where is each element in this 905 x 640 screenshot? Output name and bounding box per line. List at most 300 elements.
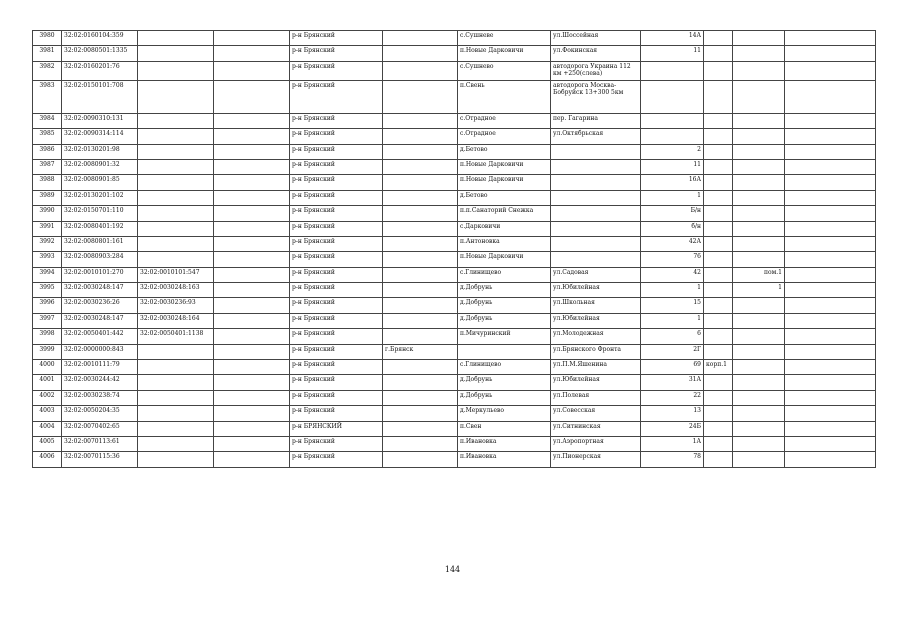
cell-empty [785, 452, 876, 467]
cell-room [733, 46, 785, 61]
cell-street: ул.Полевая [551, 390, 641, 405]
cell-city [383, 406, 458, 421]
cell-room [733, 406, 785, 421]
cell-street: ул.Брянского Фронта [551, 344, 641, 359]
cell-row-number: 3988 [33, 175, 62, 190]
cell-row-number: 3981 [33, 46, 62, 61]
cell-extra-col [214, 206, 290, 221]
cell-city [383, 421, 458, 436]
cell-street: ул.Школьная [551, 298, 641, 313]
cell-cadastral-number: 32:02:0160201:76 [62, 61, 138, 80]
cell-extra-col [214, 360, 290, 375]
table-row [33, 206, 876, 221]
cell-parent-cadastral-number [138, 61, 214, 80]
cell-room [733, 190, 785, 205]
cell-cadastral-number: 32:02:0050401:442 [62, 329, 138, 344]
table-row [33, 436, 876, 451]
cell-building [704, 80, 733, 113]
cell-district: р-н Брянский [290, 313, 383, 328]
cell-street [551, 206, 641, 221]
cell-street: пер. Гагарина [551, 113, 641, 128]
table-row [33, 252, 876, 267]
cell-house: 11 [641, 46, 704, 61]
register-table [32, 30, 876, 468]
cell-row-number: 3997 [33, 313, 62, 328]
cell-building [704, 313, 733, 328]
cell-parent-cadastral-number [138, 344, 214, 359]
table-row [33, 360, 876, 375]
cell-extra-col [214, 46, 290, 61]
cell-district: р-н Брянский [290, 267, 383, 282]
cell-street: автодорога Украина 112 км +250(слева) [551, 61, 641, 80]
cell-city [383, 61, 458, 80]
cell-house: 1 [641, 190, 704, 205]
cell-district: р-н Брянский [290, 329, 383, 344]
cell-house: 1 [641, 283, 704, 298]
cell-building [704, 329, 733, 344]
cell-building [704, 129, 733, 144]
cell-cadastral-number: 32:02:0030236:26 [62, 298, 138, 313]
cell-district: р-н Брянский [290, 190, 383, 205]
cell-row-number: 3991 [33, 221, 62, 236]
cell-street [551, 159, 641, 174]
cell-house [641, 80, 704, 113]
cell-city [383, 144, 458, 159]
cell-city [383, 175, 458, 190]
table-row [33, 406, 876, 421]
cell-room [733, 436, 785, 451]
cell-parent-cadastral-number [138, 375, 214, 390]
cell-empty [785, 421, 876, 436]
cell-empty [785, 406, 876, 421]
table-row [33, 267, 876, 282]
cell-cadastral-number: 32:02:0030248:147 [62, 283, 138, 298]
cell-parent-cadastral-number [138, 129, 214, 144]
cell-room [733, 313, 785, 328]
cell-street: автодорога Москва-Бобруйск 13+300 5км [551, 80, 641, 113]
cell-empty [785, 206, 876, 221]
cell-house: 2 [641, 144, 704, 159]
table-row [33, 61, 876, 80]
cell-cadastral-number: 32:02:0150101:708 [62, 80, 138, 113]
cell-empty [785, 436, 876, 451]
cell-city [383, 313, 458, 328]
cell-house: 13 [641, 406, 704, 421]
cell-parent-cadastral-number: 32:02:0030248:164 [138, 313, 214, 328]
cell-street: ул.Молодежная [551, 329, 641, 344]
cell-house [641, 129, 704, 144]
cell-house: 42А [641, 236, 704, 251]
cell-empty [785, 252, 876, 267]
cell-street: ул.Аэропортная [551, 436, 641, 451]
cell-extra-col [214, 80, 290, 113]
cell-cadastral-number: 32:02:0080903:284 [62, 252, 138, 267]
cell-street: ул.Садовая [551, 267, 641, 282]
cell-empty [785, 46, 876, 61]
cell-empty [785, 313, 876, 328]
cell-cadastral-number: 32:02:0030244:42 [62, 375, 138, 390]
cell-extra-col [214, 252, 290, 267]
cell-city [383, 159, 458, 174]
cell-district: р-н Брянский [290, 390, 383, 405]
cell-settlement: с.Дарковичи [458, 221, 551, 236]
cell-settlement: д.Меркульево [458, 406, 551, 421]
cell-settlement: п.Новые Дарковичи [458, 46, 551, 61]
cell-building [704, 344, 733, 359]
cell-row-number: 3980 [33, 31, 62, 46]
cell-building [704, 113, 733, 128]
cell-room [733, 421, 785, 436]
cell-empty [785, 360, 876, 375]
cell-building [704, 252, 733, 267]
cell-house: 24Б [641, 421, 704, 436]
cell-cadastral-number: 32:02:0160104:359 [62, 31, 138, 46]
cell-house: 42 [641, 267, 704, 282]
cell-settlement: с.Отрадное [458, 129, 551, 144]
cell-street [551, 190, 641, 205]
cell-empty [785, 61, 876, 80]
cell-house [641, 113, 704, 128]
cell-row-number: 4001 [33, 375, 62, 390]
cell-settlement: д.Бетово [458, 144, 551, 159]
cell-house: 69 [641, 360, 704, 375]
cell-row-number: 3983 [33, 80, 62, 113]
table-row [33, 329, 876, 344]
cell-cadastral-number: 32:02:0030248:147 [62, 313, 138, 328]
cell-row-number: 3993 [33, 252, 62, 267]
cell-empty [785, 390, 876, 405]
cell-empty [785, 221, 876, 236]
cell-city [383, 206, 458, 221]
cell-street: ул.П.М.Яшенина [551, 360, 641, 375]
cell-house: 31А [641, 375, 704, 390]
cell-empty [785, 144, 876, 159]
cell-building [704, 283, 733, 298]
cell-house: 78 [641, 452, 704, 467]
cell-parent-cadastral-number [138, 113, 214, 128]
cell-room [733, 329, 785, 344]
cell-row-number: 3986 [33, 144, 62, 159]
cell-extra-col [214, 421, 290, 436]
cell-extra-col [214, 313, 290, 328]
cell-settlement: д.Добрунь [458, 375, 551, 390]
cell-house [641, 61, 704, 80]
cell-parent-cadastral-number [138, 159, 214, 174]
cell-empty [785, 267, 876, 282]
table-row [33, 46, 876, 61]
cell-row-number: 3989 [33, 190, 62, 205]
cell-settlement: п.Ивановка [458, 436, 551, 451]
table-row [33, 390, 876, 405]
cell-district: р-н Брянский [290, 80, 383, 113]
cell-room [733, 298, 785, 313]
cell-room [733, 452, 785, 467]
cell-cadastral-number: 32:02:0150701:110 [62, 206, 138, 221]
cell-city [383, 267, 458, 282]
cell-room [733, 159, 785, 174]
cell-extra-col [214, 267, 290, 282]
table-row [33, 313, 876, 328]
cell-row-number: 3982 [33, 61, 62, 80]
cell-empty [785, 31, 876, 46]
cell-district: р-н Брянский [290, 159, 383, 174]
cell-parent-cadastral-number [138, 221, 214, 236]
cell-building [704, 375, 733, 390]
cell-city [383, 283, 458, 298]
cell-room [733, 252, 785, 267]
cell-street [551, 236, 641, 251]
cell-room [733, 80, 785, 113]
table-row [33, 144, 876, 159]
cell-cadastral-number: 32:02:0080401:192 [62, 221, 138, 236]
cell-street: ул.Юбилейная [551, 313, 641, 328]
cell-cadastral-number: 32:02:0070115:36 [62, 452, 138, 467]
cell-settlement: п.Новые Дарковичи [458, 175, 551, 190]
cell-building [704, 144, 733, 159]
cell-settlement: д.Добрунь [458, 283, 551, 298]
cell-extra-col [214, 61, 290, 80]
cell-room [733, 236, 785, 251]
cell-parent-cadastral-number [138, 452, 214, 467]
cell-house: 1 [641, 313, 704, 328]
cell-cadastral-number: 32:02:0070113:61 [62, 436, 138, 451]
cell-room [733, 360, 785, 375]
cell-row-number: 3999 [33, 344, 62, 359]
cell-cadastral-number: 32:02:0080501:1335 [62, 46, 138, 61]
cell-city [383, 436, 458, 451]
cell-extra-col [214, 436, 290, 451]
cell-district: р-н Брянский [290, 298, 383, 313]
cell-district: р-н Брянский [290, 61, 383, 80]
cell-empty [785, 375, 876, 390]
cell-empty [785, 129, 876, 144]
cell-district: р-н Брянский [290, 129, 383, 144]
cell-street: ул.Октябрьская [551, 129, 641, 144]
cell-parent-cadastral-number [138, 190, 214, 205]
cell-city [383, 375, 458, 390]
cell-street: ул.Юбилейная [551, 375, 641, 390]
cell-parent-cadastral-number [138, 360, 214, 375]
cell-settlement: д.Добрунь [458, 298, 551, 313]
cell-row-number: 4002 [33, 390, 62, 405]
cell-street: ул.Фокинская [551, 46, 641, 61]
cell-city [383, 329, 458, 344]
cell-settlement: п.Антоновка [458, 236, 551, 251]
cell-street: ул.Пионерская [551, 452, 641, 467]
cell-cadastral-number: 32:02:0050204:35 [62, 406, 138, 421]
cell-house: 76 [641, 252, 704, 267]
cell-empty [785, 80, 876, 113]
cell-city [383, 236, 458, 251]
cell-cadastral-number: 32:02:0010111:79 [62, 360, 138, 375]
cell-building [704, 452, 733, 467]
cell-city [383, 452, 458, 467]
cell-settlement: с.Сушнево [458, 61, 551, 80]
cell-cadastral-number: 32:02:0080901:85 [62, 175, 138, 190]
cell-room [733, 390, 785, 405]
table-row [33, 283, 876, 298]
cell-district: р-н Брянский [290, 452, 383, 467]
cell-district: р-н Брянский [290, 252, 383, 267]
cell-extra-col [214, 175, 290, 190]
cell-city [383, 129, 458, 144]
cell-row-number: 3985 [33, 129, 62, 144]
cell-district: р-н Брянский [290, 283, 383, 298]
cell-house: 6 [641, 329, 704, 344]
cell-cadastral-number: 32:02:0090314:114 [62, 129, 138, 144]
cell-parent-cadastral-number [138, 252, 214, 267]
cell-settlement: п.Ивановка [458, 452, 551, 467]
cell-empty [785, 329, 876, 344]
cell-room: пом.1 [733, 267, 785, 282]
cell-building [704, 175, 733, 190]
cell-city [383, 46, 458, 61]
cell-building [704, 421, 733, 436]
cell-district: р-н Брянский [290, 375, 383, 390]
table-row [33, 221, 876, 236]
cell-extra-col [214, 298, 290, 313]
cell-cadastral-number: 32:02:0070402:65 [62, 421, 138, 436]
cell-row-number: 3992 [33, 236, 62, 251]
cell-parent-cadastral-number [138, 436, 214, 451]
cell-district: р-н Брянский [290, 144, 383, 159]
cell-cadastral-number: 32:02:0030238:74 [62, 390, 138, 405]
cell-street [551, 144, 641, 159]
cell-cadastral-number: 32:02:0130201:102 [62, 190, 138, 205]
cell-building [704, 236, 733, 251]
cell-parent-cadastral-number: 32:02:0030248:163 [138, 283, 214, 298]
cell-district: р-н Брянский [290, 360, 383, 375]
cell-extra-col [214, 452, 290, 467]
cell-house: 1А [641, 436, 704, 451]
cell-room [733, 31, 785, 46]
cell-street: ул.Шоссейная [551, 31, 641, 46]
cell-extra-col [214, 129, 290, 144]
cell-street: ул.Юбилейная [551, 283, 641, 298]
table-row [33, 344, 876, 359]
cell-parent-cadastral-number: 32:02:0030236:93 [138, 298, 214, 313]
table-row [33, 375, 876, 390]
cell-district: р-н Брянский [290, 175, 383, 190]
cell-room [733, 375, 785, 390]
cell-settlement: п.Мичуринский [458, 329, 551, 344]
cell-settlement: с.Сушневе [458, 31, 551, 46]
cell-cadastral-number: 32:02:0130201:98 [62, 144, 138, 159]
cell-room [733, 144, 785, 159]
cell-building [704, 206, 733, 221]
cell-room [733, 206, 785, 221]
cell-parent-cadastral-number [138, 390, 214, 405]
cell-city [383, 31, 458, 46]
cell-settlement: с.Отрадное [458, 113, 551, 128]
table-row [33, 175, 876, 190]
cell-house: 16А [641, 175, 704, 190]
cell-district: р-н Брянский [290, 206, 383, 221]
cell-city [383, 80, 458, 113]
cell-row-number: 3984 [33, 113, 62, 128]
cell-row-number: 4003 [33, 406, 62, 421]
cell-parent-cadastral-number [138, 421, 214, 436]
cell-settlement: п.Свень [458, 80, 551, 113]
cell-district: р-н Брянский [290, 113, 383, 128]
cell-city: г.Брянск [383, 344, 458, 359]
cell-empty [785, 113, 876, 128]
table-row [33, 113, 876, 128]
cell-house: б/н [641, 221, 704, 236]
cell-house: 11 [641, 159, 704, 174]
cell-extra-col [214, 375, 290, 390]
cell-parent-cadastral-number [138, 236, 214, 251]
cell-building [704, 159, 733, 174]
cell-parent-cadastral-number [138, 206, 214, 221]
cell-building [704, 221, 733, 236]
cell-parent-cadastral-number [138, 46, 214, 61]
table-row [33, 236, 876, 251]
cell-extra-col [214, 144, 290, 159]
cell-room: 1 [733, 283, 785, 298]
cell-building [704, 61, 733, 80]
cell-settlement: д.Добрунь [458, 313, 551, 328]
page-number: 144 [444, 565, 461, 574]
cell-row-number: 4005 [33, 436, 62, 451]
cell-parent-cadastral-number [138, 175, 214, 190]
cell-settlement: п.Новые Дарковичи [458, 252, 551, 267]
cell-extra-col [214, 329, 290, 344]
cell-street [551, 221, 641, 236]
cell-row-number: 3998 [33, 329, 62, 344]
cell-house: 22 [641, 390, 704, 405]
cell-district: р-н БРЯНСКИЙ [290, 421, 383, 436]
cell-extra-col [214, 190, 290, 205]
cell-house: 15 [641, 298, 704, 313]
cell-district: р-н Брянский [290, 406, 383, 421]
cell-city [383, 360, 458, 375]
cell-extra-col [214, 31, 290, 46]
cell-building: корп.1 [704, 360, 733, 375]
cell-building [704, 190, 733, 205]
cell-room [733, 175, 785, 190]
cell-city [383, 390, 458, 405]
cell-street: ул.Совесская [551, 406, 641, 421]
cell-extra-col [214, 221, 290, 236]
cell-cadastral-number: 32:02:0080901:32 [62, 159, 138, 174]
cell-settlement: п.Новые Дарковичи [458, 159, 551, 174]
cell-building [704, 31, 733, 46]
cell-empty [785, 175, 876, 190]
cell-room [733, 221, 785, 236]
cell-room [733, 113, 785, 128]
cell-building [704, 267, 733, 282]
cell-row-number: 3996 [33, 298, 62, 313]
table-row [33, 298, 876, 313]
table-row [33, 80, 876, 113]
cell-district: р-н Брянский [290, 236, 383, 251]
cell-settlement: п.Свен [458, 421, 551, 436]
cell-room [733, 344, 785, 359]
table-row [33, 31, 876, 46]
cell-street [551, 175, 641, 190]
table-row [33, 190, 876, 205]
cell-empty [785, 298, 876, 313]
cell-parent-cadastral-number [138, 80, 214, 113]
cell-cadastral-number: 32:02:0000000:843 [62, 344, 138, 359]
cell-row-number: 3994 [33, 267, 62, 282]
table-row [33, 129, 876, 144]
cell-empty [785, 190, 876, 205]
table-row [33, 159, 876, 174]
cell-parent-cadastral-number: 32:02:0010101:547 [138, 267, 214, 282]
cell-city [383, 252, 458, 267]
